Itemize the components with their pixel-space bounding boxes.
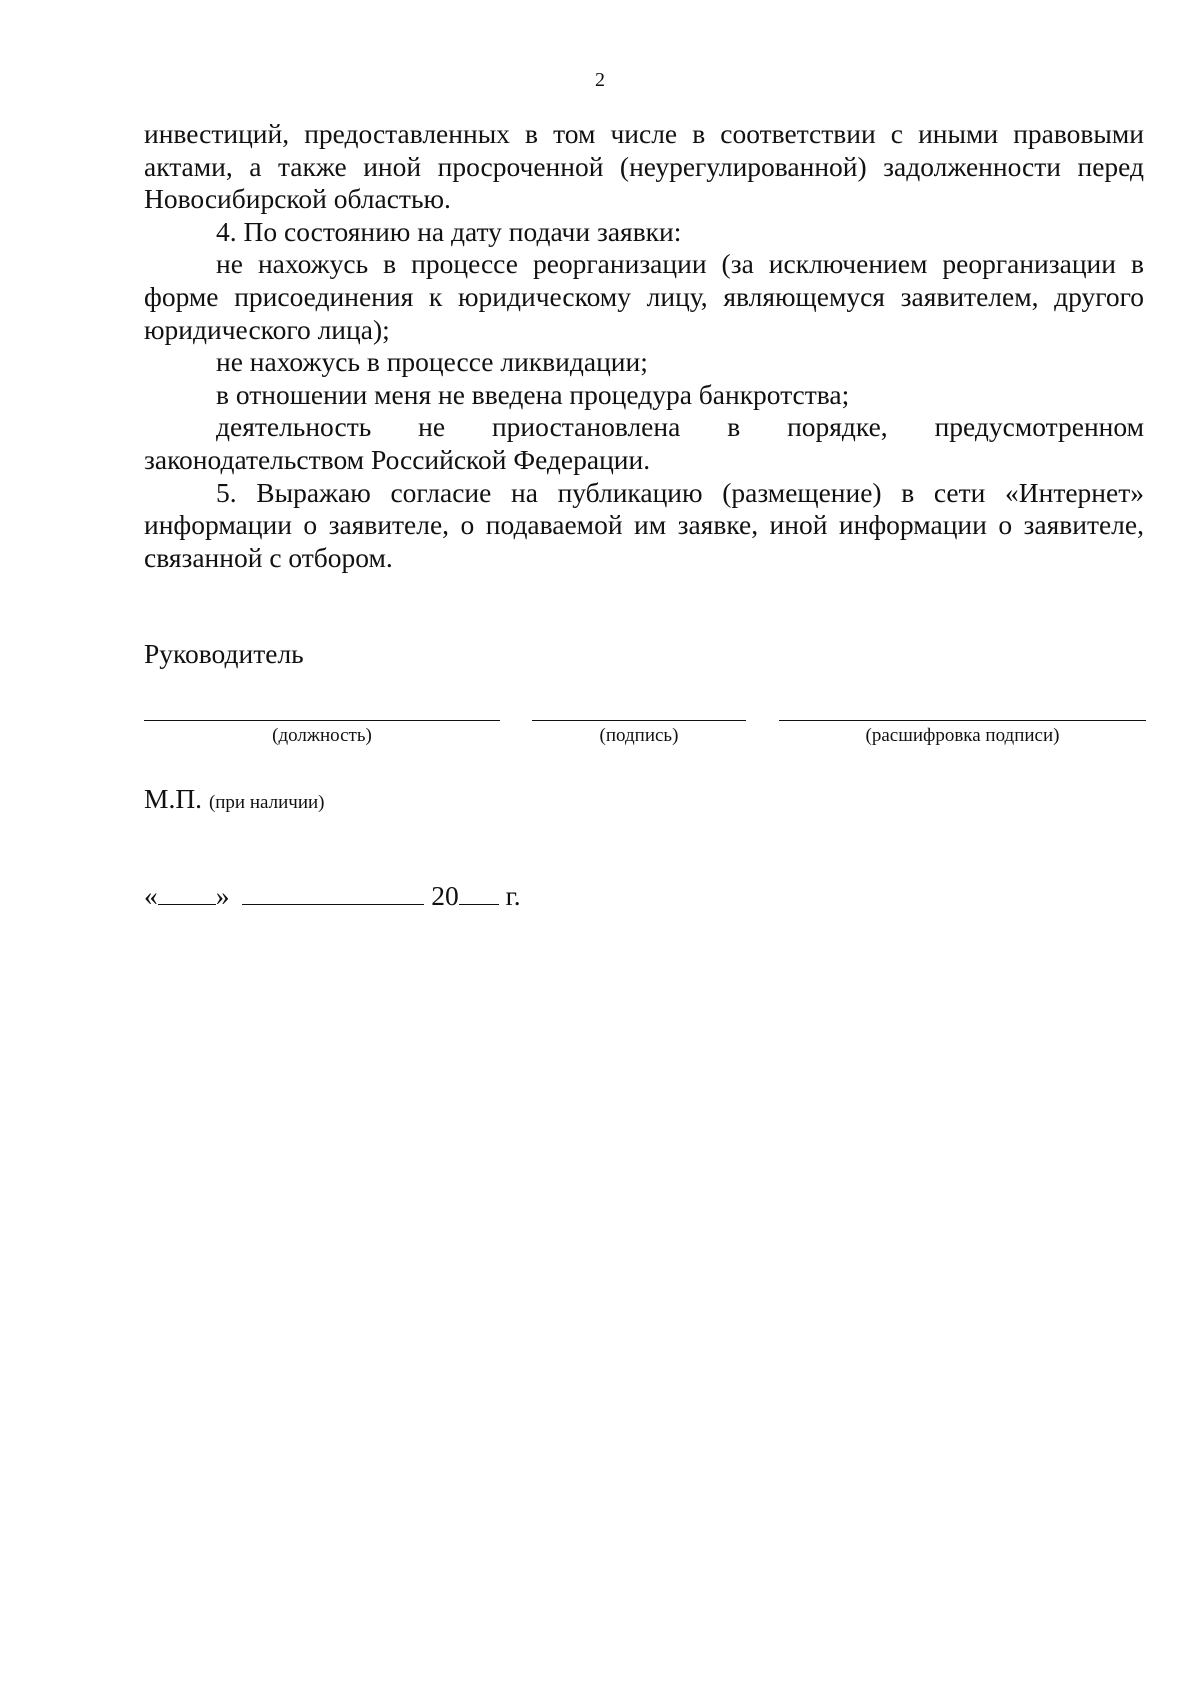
signature-lines — [144, 720, 1146, 760]
paragraph-suspension-line-2: законодательством Российской Федерации. — [144, 443, 651, 475]
paragraph-continuation: инвестиций, предоставленных в том числе в соответствии с иными правовыми актами, а также иной просроченной (неурегулированной) задолженности перед Новосибирской областью. — [144, 118, 1144, 215]
transcript-field[interactable] — [779, 720, 1146, 747]
paragraph-item-4: 4. По состоянию на дату подачи заявки: — [216, 215, 682, 247]
year-suffix: г. — [505, 880, 521, 911]
stamp-label: М.П. — [144, 783, 203, 814]
transcript-caption: (расшифровка подписи) — [865, 725, 1060, 746]
stamp-note: (при наличии) — [208, 792, 325, 813]
date-field — [144, 880, 521, 912]
month-blank[interactable] — [242, 882, 424, 905]
signature-caption: (подпись) — [599, 725, 679, 746]
open-quote: « — [144, 880, 158, 911]
year-prefix: 20 — [431, 880, 459, 911]
stamp-place — [144, 783, 325, 819]
close-quote: » — [215, 880, 230, 911]
paragraph-item-5: 5. Выражаю согласие на публикацию (размещение) в сети «Интернет» информации о заявителе, о подаваемой им заявке, иной информации о заявителе, связанной с отбором. — [144, 476, 1144, 573]
position-field[interactable] — [144, 720, 500, 747]
page-number: 2 — [595, 69, 605, 91]
signature-block — [144, 638, 1146, 746]
paragraph-liquidation: не нахожусь в процессе ликвидации; — [216, 346, 648, 378]
year-blank[interactable] — [459, 882, 499, 905]
day-blank[interactable] — [158, 882, 216, 905]
signer-title: Руководитель — [144, 638, 304, 669]
position-caption: (должность) — [272, 725, 372, 746]
signature-field[interactable] — [532, 720, 746, 747]
signature-line — [532, 720, 746, 721]
paragraph-suspension-line-1: деятельность не приостановлена в порядке, предусмотренном — [216, 411, 1144, 443]
paragraph-reorganization: не нахожусь в процессе реорганизации (за исключением реорганизации в форме присоединения к юридическому лицу, являющемуся заявителем, другого юридического лица); — [144, 248, 1144, 345]
document-body — [144, 118, 1144, 574]
position-line — [144, 720, 500, 721]
paragraph-bankruptcy: в отношении меня не введена процедура банкротства; — [216, 378, 850, 410]
transcript-line — [779, 720, 1146, 721]
